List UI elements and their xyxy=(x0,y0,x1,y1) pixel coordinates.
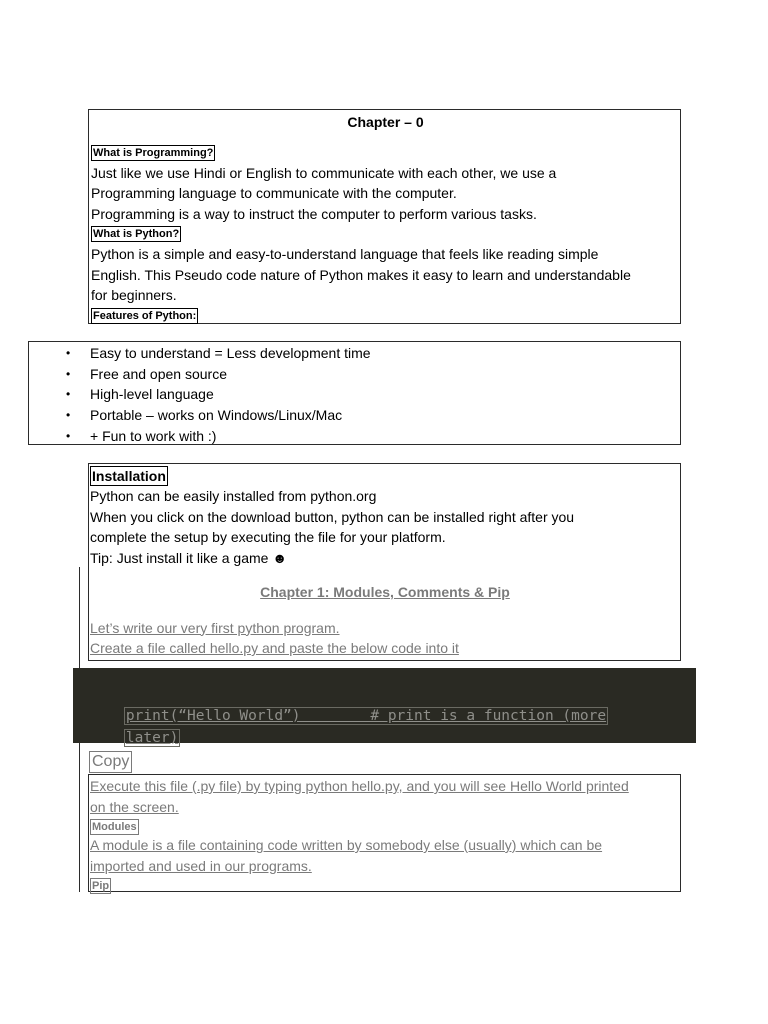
what-is-programming-heading: What is Programming? xyxy=(93,146,214,159)
paragraph-line: Execute this file (.py file) by typing python hello.py, and you will see Hello World printed xyxy=(90,778,629,794)
paragraph-line: complete the setup by executing the file for your platform. xyxy=(90,529,446,545)
paragraph-line: Programming is a way to instruct the computer to perform various tasks. xyxy=(91,205,537,222)
paragraph-line: imported and used in our programs. xyxy=(90,857,312,874)
features-heading: Features of Python: xyxy=(93,309,197,322)
paragraph-line: Python can be easily installed from python.org xyxy=(90,488,377,504)
list-item: • + Fun to work with :) xyxy=(29,426,680,447)
features-list xyxy=(28,341,681,445)
paragraph-line: A module is a file containing code written by somebody else (usually) which can be xyxy=(90,837,603,853)
modules-section xyxy=(88,774,681,892)
code-text: print(“Hello World”) # print is a function (more xyxy=(125,708,607,724)
chapter1-title: Chapter 1: Modules, Comments & Pip xyxy=(260,584,510,600)
paragraph-line: on the screen. xyxy=(90,798,179,815)
paragraph-line: When you click on the download button, python can be installed right after you xyxy=(90,508,575,525)
copy-button[interactable]: Copy xyxy=(89,751,132,773)
modules-heading: Modules xyxy=(92,821,137,833)
what-is-python-heading: What is Python? xyxy=(93,228,180,240)
paragraph-line: English. This Pseudo code nature of Python makes it easy to learn and understandable xyxy=(91,266,631,283)
chapter0-section xyxy=(88,109,681,324)
paragraph-line: Programming language to communicate with the computer. xyxy=(91,185,457,201)
chapter-title: Chapter – 0 xyxy=(347,114,424,130)
paragraph-line: Create a file called hello.py and paste the below code into it xyxy=(90,640,459,656)
list-item: • High-level language xyxy=(29,384,680,405)
installation-heading: Installation xyxy=(92,468,166,484)
list-item: • Free and open source xyxy=(29,364,680,385)
code-text: later) xyxy=(125,730,179,746)
paragraph-line: Tip: Just install it like a game ☻ xyxy=(90,549,288,566)
paragraph-line: Python is a simple and easy-to-understand language that feels like reading simple xyxy=(91,246,599,262)
list-item: • Easy to understand = Less development time xyxy=(29,343,680,364)
paragraph-line: Just like we use Hindi or English to communicate with each other, we use a xyxy=(91,164,557,181)
paragraph-line: Let’s write our very first python program. xyxy=(90,619,340,636)
code-block xyxy=(73,668,696,746)
installation-section xyxy=(88,463,681,661)
pip-heading: Pip xyxy=(92,880,110,892)
list-item: • Portable – works on Windows/Linux/Mac xyxy=(29,405,680,426)
paragraph-line: for beginners. xyxy=(91,287,177,303)
